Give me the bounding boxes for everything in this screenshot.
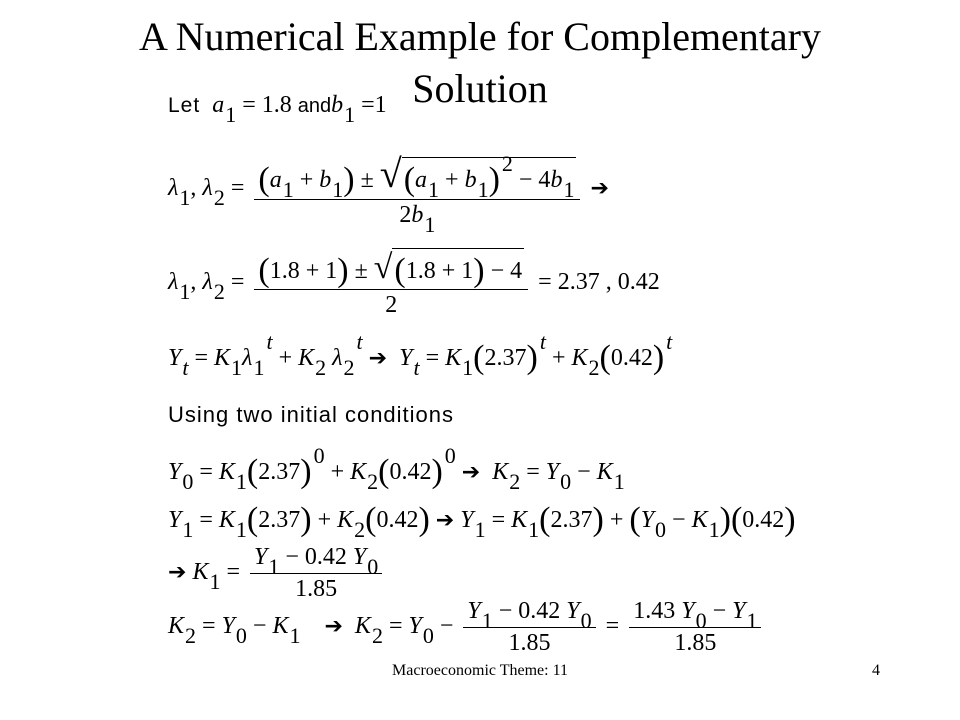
slide-title-line-2: Solution <box>412 66 548 111</box>
k2-fraction-a: $\frac{Y1 - 0.42 Y0}{1.85}$ <box>463 598 595 657</box>
let-statement: Let a1 = 1.8 andb1 =1 <box>168 92 387 127</box>
substitution-fraction: $\frac{(1.8 + 1) \pm √(1.8 + 1) - 4}{2}$ <box>254 248 528 319</box>
initial-condition-0: Y0 = K1(2.37)0 + K2(0.42)0 ➔ K2 = Y0 − K1 <box>168 443 625 494</box>
implies-arrow: ➔ <box>590 176 609 202</box>
eigenvalue-substitution: λ1, λ2 = $\frac{(1.8 + 1) \pm √(1.8 + 1) - 4}{2}$ = 2.37 , 0.42 <box>168 249 660 318</box>
page-number: 4 <box>872 662 880 679</box>
implies-arrow: ➔ <box>324 614 343 640</box>
eigenvalue-formula: λ1, λ2 = $\frac{(a1 + b1) \pm √(a1 + b1)2 - 4b1}{2b1}$ ➔ <box>168 151 609 237</box>
footer-course-label: Macroeconomic Theme: 11 <box>392 662 568 679</box>
k2-fraction-b: $\frac{1.43 Y0 - Y1}{1.85}$ <box>629 598 761 657</box>
implies-arrow: ➔ <box>435 508 455 533</box>
initial-condition-1: Y1 = K1(2.37) + K2(0.42) ➔ Y1 = K1(2.37) + (Y0 − K1)(0.42) <box>168 501 796 542</box>
implies-arrow: ➔ <box>168 560 187 586</box>
implies-arrow: ➔ <box>368 346 388 371</box>
k1-fraction: $\frac{Y1 - 0.42 Y0}{1.85}$ <box>250 544 382 603</box>
general-solution: Yt = K1λ1t + K2 λ2t ➔ Yt = K1(2.37)t + K2(0.42)t <box>168 329 673 380</box>
k1-solution: ➔ K1 = $\frac{Y1 - 0.42 Y0}{1.85}$ <box>168 544 386 603</box>
initial-conditions-label: Using two initial conditions <box>168 402 455 427</box>
implies-arrow: ➔ <box>461 460 481 485</box>
k2-solution: K2 = Y0 − K1 ➔ K2 = Y0 − $\frac{Y1 - 0.42 Y0}{1.85}$ = $\frac{1.43 Y0 - Y1}{1.85}$ <box>168 598 765 657</box>
slide-title-line-1: A Numerical Example for Complementary <box>138 14 821 59</box>
formula-fraction: $\frac{(a1 + b1) \pm √(a1 + b1)2 - 4b1}{2b1}$ <box>254 150 580 229</box>
